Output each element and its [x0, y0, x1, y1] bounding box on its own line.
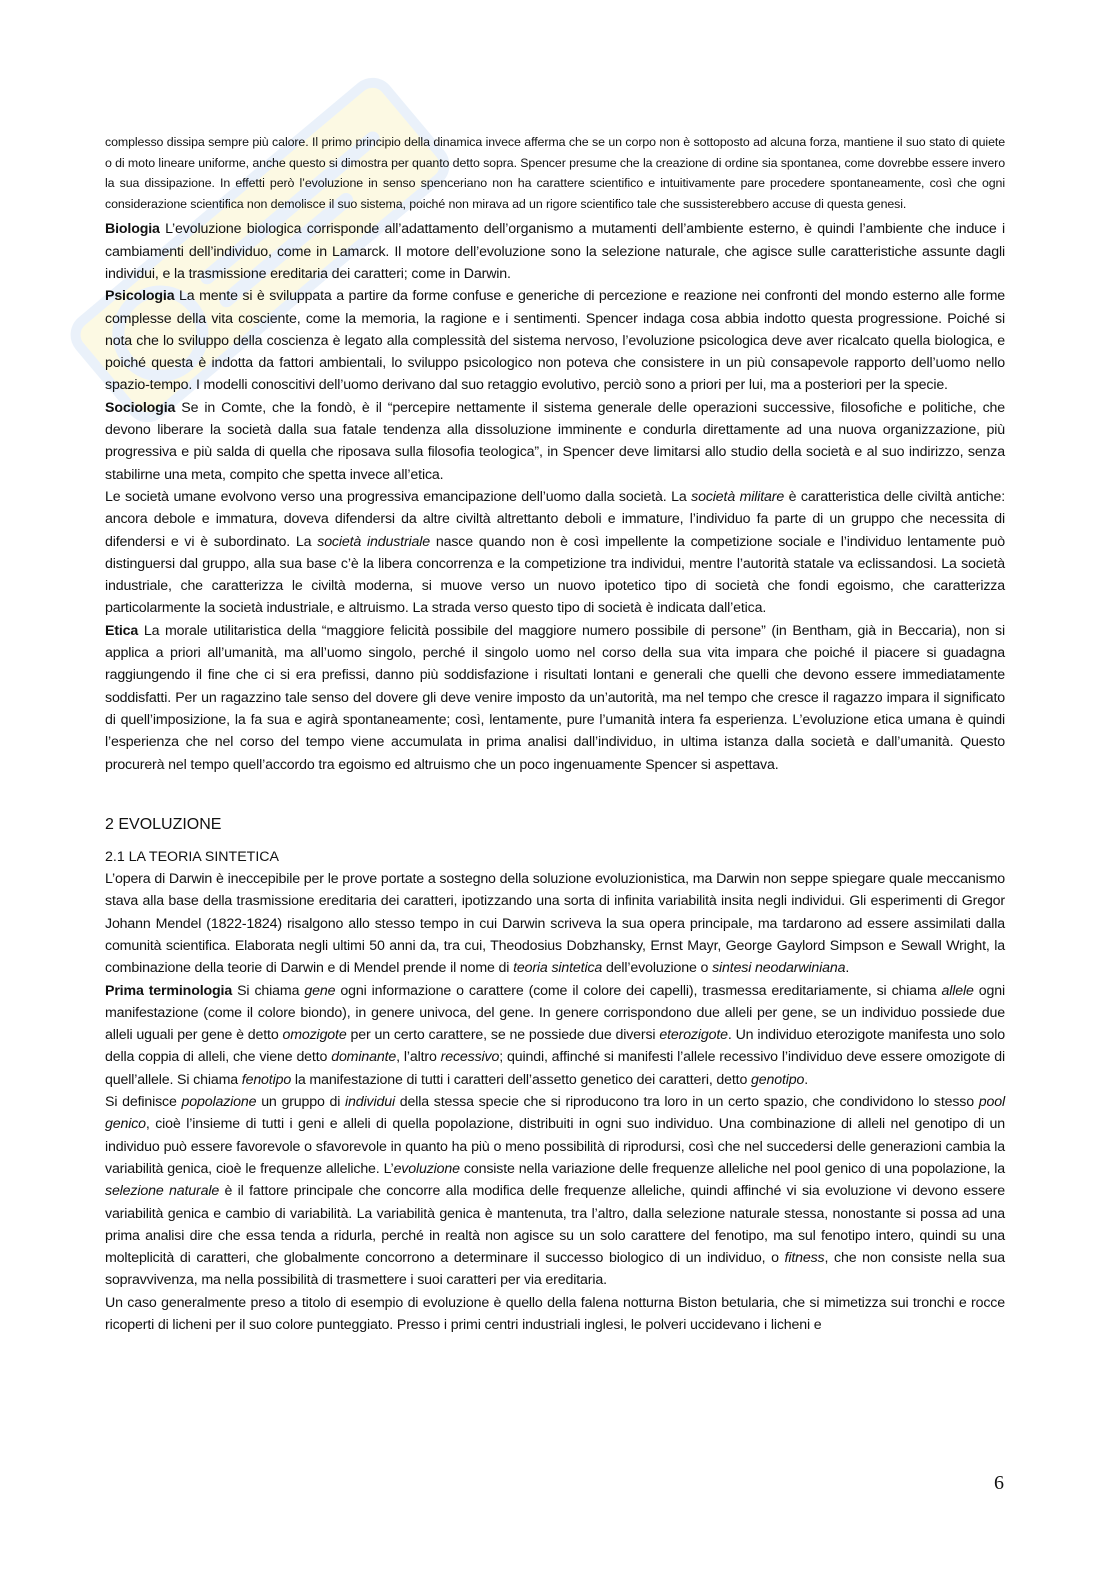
- societa-paragraph: [105, 486, 1005, 620]
- text-run: . Un individuo eterozigote manifesta uno solo della coppia di alleli, che viene detto: [105, 1027, 1005, 1066]
- text-run: è il fattore principale che concorre alla modifica delle frequenze alleliche, quindi affinché vi sia evoluzione vi devono essere variabilità genica e cambio di variabilità. La variabilità genica è mantenuta, tra l’altro, dalla selezione naturale stessa, nonostante si possa ad una prima analisi dire che essa tenda a ridurla, perché in realtà non agisce su un solo carattere del fenotipo, ma sul fenotipo intero, quindi su una molteplicità di caratteri, che globalmente concorrono a determinare il successo biologico di un individuo, o: [105, 1183, 1005, 1267]
- italic-term: fitness: [784, 1250, 825, 1267]
- text-run: ogni informazione o carattere (come il colore dei capelli), trasmessa ereditariamente, si chiama: [335, 982, 942, 999]
- text-run: la manifestazione di tutti i caratteri dell’assetto genetico dei caratteri, detto: [291, 1071, 752, 1088]
- text-run: per un certo carattere, se ne possiede due diversi: [346, 1027, 660, 1044]
- text-run: , cioè l’insieme di tutti i geni e alleli di quella popolazione, distribuiti in ogni suo individuo. Una combinazione di alleli nel genotipo di un individuo può essere favorevole o sfavorevole in quanto ha più o meno possibilità di riprodursi, così che nel succedersi delle generazioni cambia la variabilità genica, cioè le frequenze alleliche. L’: [105, 1116, 1005, 1177]
- italic-term: recessivo: [440, 1049, 500, 1066]
- italic-term: società militare: [691, 488, 785, 505]
- italic-term: individui: [345, 1094, 395, 1111]
- terminologia-term: Prima terminologia: [105, 982, 233, 999]
- etica-term: Etica: [105, 622, 139, 639]
- italic-term: fenotipo: [241, 1071, 292, 1088]
- page-number: 6: [994, 1472, 1004, 1494]
- italic-term: teoria sintetica: [513, 960, 603, 977]
- subsection-heading: 2.1 LA TEORIA SINTETICA: [105, 848, 279, 865]
- text-run: consiste nella variazione delle frequenze alleliche nel pool genico di una popolazione, la: [459, 1160, 1005, 1177]
- psicologia-text: La mente si è sviluppata a partire da forme confuse e generiche di percezione e reazione nei confronti del mondo esterno alle forme complesse della vita cosciente, come la memoria, la ragione e i sentimenti. Spencer indaga cosa abbia indotto questa progressione. Poiché si nota che lo sviluppo della coscienza è legato alla complessità del sistema nervoso, l’evoluzione psicologica deve aver ricalcato quella biologica, e poiché questa è indotta da fattori ambientali, lo sviluppo psicologico non poteva che consistere in un più consapevole rapporto dell’uomo nello spazio-tempo. I modelli conoscitivi dell’uomo derivano dal suo retaggio evolutivo, perciò sono a priori per lui, ma a posteriori per la specie.: [105, 288, 1005, 394]
- biologia-term: Biologia: [105, 221, 160, 238]
- text-run: ogni manifestazione (come il colore biondo), in genere univoca, del gene. In genere corrispondono due alleli per gene, se un individuo possiede due alleli uguali per gene è detto: [105, 982, 1005, 1044]
- biologia-paragraph: [105, 218, 1005, 285]
- darwin-paragraph: [105, 868, 1005, 979]
- text-run: è caratteristica delle civiltà antiche: ancora debole e immatura, doveva difendersi da altre civiltà altrettanto deboli e immature, l’individuo fa parte di un gruppo che necessita di difendersi e vi è subordinato. La: [105, 488, 1006, 550]
- italic-term: omozigote: [282, 1027, 347, 1044]
- text-run: della stessa specie che si riproducono tra loro in un certo spazio, che condividono lo stesso: [394, 1094, 979, 1111]
- italic-term: genotipo: [751, 1071, 805, 1088]
- italic-term: allele: [941, 982, 974, 999]
- text-run: , che non consiste nella sua sopravvivenza, ma nella possibilità di trasmettere i suoi caratteri per via ereditaria.: [105, 1250, 1005, 1289]
- etica-paragraph: [105, 620, 1005, 776]
- text-run: nasce quando non è così impellente la competizione sociale e l’individuo lentamente può distinguersi dal gruppo, alla sua base c’è la libera concorrenza e la competizione tra individui, mentre l’autorità statale va eclissandosi. La società industriale, che caratterizza le civiltà moderna, si muove verso un nuovo ipotetico tipo di società che fondi egoismo, che caratterizza particolarmente la società industriale, e altruismo. La strada verso questo tipo di società è indicata dall’etica.: [105, 533, 1005, 617]
- terminologia-paragraph: [105, 980, 1005, 1091]
- falena-paragraph: Un caso generalmente preso a titolo di esempio di evoluzione è quello della falena notturna Biston betularia, che si mimetizza sui tronchi e rocce ricoperti di licheni per il suo colore punteggiato. Presso i primi centri industriali inglesi, le polveri uccidevano i licheni e: [105, 1294, 1005, 1334]
- italic-term: evoluzione: [393, 1160, 460, 1177]
- sociologia-term: Sociologia: [105, 399, 176, 416]
- text-run: L’opera di Darwin è ineccepibile per le prove portate a sostegno della soluzione evoluzionistica, ma Darwin non seppe spiegare quale meccanismo stava alla base della trasmissione ereditaria dei caratteri, ipotizzando una sorta di infinita variabilità insita negli individui. Gli esperimenti di Gregor Johann Mendel (1822-1824) risalgono allo stesso tempo in cui Darwin scriveva la sua opera principale, ma tardarono ad essere assimilati dalla comunità scientifica. Elaborata negli ultimi 50 anni da, tra cui, Theodosius Dobzhansky, Ernst Mayr, George Gaylord Simpson e Sewall Wright, la combinazione della teorie di Darwin e di Mendel prende il nome di: [105, 871, 1005, 977]
- text-run: .: [804, 1071, 809, 1088]
- text-run: Le società umane evolvono verso una progressiva emancipazione dell’uomo dalla società. La: [105, 488, 692, 505]
- text-run: , l’altro: [396, 1049, 441, 1066]
- italic-term: popolazione: [181, 1094, 257, 1111]
- italic-term: gene: [304, 982, 336, 999]
- italic-term: società industriale: [317, 533, 431, 550]
- italic-term: pool genico: [105, 1094, 1006, 1133]
- intro-paragraph: complesso dissipa sempre più calore. Il primo principio della dinamica invece afferma che se un corpo non è sottoposto ad alcuna forza, mantiene il suo stato di quiete o di moto lineare uniforme, anche questo si dimostra per quanto detto sopra. Spencer presume che la creazione di ordine sia spontanea, come dovrebbe essere invero la sua dissipazione. In effetti però l’evoluzione in senso spenceriano non ha carattere scientifico e intuitivamente pare procedere spontaneamente, così che ogni considerazione scientifica non demolisce il suo sistema, poiché non mirava ad un rigore scientifico tale che sussisterebbero accuse di questa genesi.: [105, 135, 1005, 211]
- text-run: .: [845, 960, 850, 977]
- text-run: un gruppo di: [256, 1094, 346, 1111]
- italic-term: eterozigote: [659, 1027, 728, 1044]
- text-run: Si chiama: [232, 982, 305, 999]
- sociologia-text: Se in Comte, che la fondò, è il “percepire nettamente il sistema generale delle operazioni successive, filosofiche e politiche, che devono liberare la società dalla sua fatale tendenza alla dissoluzione imminente e condurla direttamente ad una nuova organizzazione, più progressiva e più salda di quella che riposava sulla filosofia teologica”, in Spencer deve limitarsi allo studio della società e al suo indirizzo, senza stabilirne una meta, compito che spetta invece all’etica.: [105, 399, 1005, 483]
- psicologia-term: Psicologia: [105, 288, 175, 305]
- section-heading: 2 EVOLUZIONE: [105, 815, 222, 833]
- page-content: [105, 132, 1005, 1336]
- text-run: Si definisce: [105, 1094, 182, 1111]
- sociologia-paragraph: [105, 397, 1005, 486]
- biologia-text: L’evoluzione biologica corrisponde all’adattamento dell’organismo a mutamenti dell’ambiente esterno, è quindi l’ambiente che induce i cambiamenti dell’individuo, come in Lamarck. Il motore dell’evoluzione sono la selezione naturale, che agisce sulle caratteristiche assunte dagli individui, e la trasmissione ereditaria dei caratteri; come in Darwin.: [105, 221, 1005, 282]
- italic-term: sintesi neodarwiniana: [712, 960, 846, 977]
- popolazione-paragraph: [105, 1091, 1005, 1292]
- italic-term: dominante: [331, 1049, 397, 1066]
- etica-text: La morale utilitaristica della “maggiore felicità possibile del maggiore numero possibile di persone” (in Bentham, già in Beccaria), non si applica a priori all’umanità, ma all’uomo singolo, perché il singolo uomo nel corso della sua vita impara che poiché il piacere si guadagna raggiungendo il fine che ci si era prefissi, danno più soddisfazione i risultati lontani e generali che quelli che devono essere immediatamente soddisfatti. Per un ragazzino tale senso del dovere gli deve venire imposto da un’autorità, ma nel tempo che cresce il ragazzo impara il significato di quell’imposizione, la fa sua e agirà spontaneamente; così, lentamente, pure l’umanità intera fa esperienza. L’evoluzione etica umana è quindi l’esperienza che nel corso del tempo viene accumulata in prima analisi dall’individuo, in ultima istanza dalla società e dall’umanità. Questo procurerà nel tempo quell’accordo tra egoismo ed altruismo che un poco ingenuamente Spencer si aspettava.: [105, 622, 1005, 773]
- text-run: ; quindi, affinché si manifesti l’allele recessivo l’individuo deve essere omozigote di quell’allele. Si chiama: [105, 1049, 1005, 1088]
- psicologia-paragraph: [105, 285, 1005, 396]
- italic-term: selezione naturale: [105, 1183, 220, 1200]
- text-run: dell’evoluzione o: [602, 960, 713, 977]
